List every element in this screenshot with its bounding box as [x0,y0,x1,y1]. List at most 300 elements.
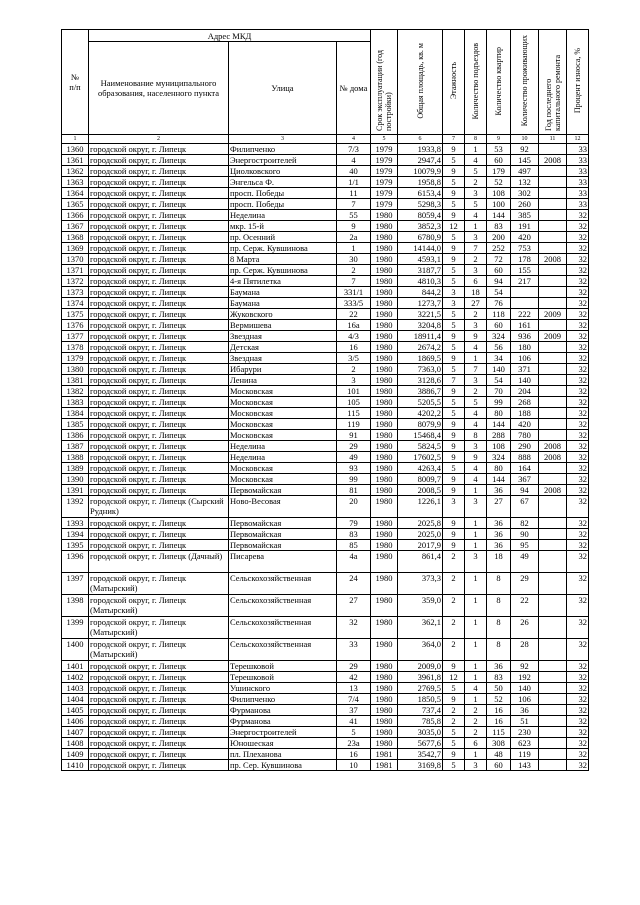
wear-cell: 32 [567,760,589,771]
year-cell: 1980 [371,551,398,573]
table-row [62,749,589,760]
table-row [62,419,589,430]
house-cell: 331/1 [337,287,371,298]
entrances-cell: 3 [465,265,487,276]
year-cell: 1979 [371,199,398,210]
repair-year-cell [539,287,567,298]
municipality-cell: городской округ, г. Липецк [89,694,229,705]
residents-cell: 106 [511,694,539,705]
year-cell: 1980 [371,716,398,727]
apartments-cell: 83 [487,672,511,683]
house-cell: 23а [337,738,371,749]
house-cell: 16а [337,320,371,331]
wear-cell: 32 [567,331,589,342]
year-cell: 1980 [371,397,398,408]
house-cell: 85 [337,540,371,551]
area-cell: 3169,8 [398,760,443,771]
area-cell: 4263,4 [398,463,443,474]
street-cell: Циолковского [229,166,337,177]
entrances-cell: 2 [465,309,487,320]
floors-cell: 5 [443,155,465,166]
row-num: 1391 [62,485,89,496]
house-cell: 7 [337,199,371,210]
residents-cell: 497 [511,166,539,177]
row-num: 1398 [62,595,89,617]
municipality-cell: городской округ, г. Липецк [89,661,229,672]
row-num: 1364 [62,188,89,199]
house-cell: 30 [337,254,371,265]
floors-cell: 5 [443,232,465,243]
apartments-cell: 60 [487,760,511,771]
table-row [62,518,589,529]
street-cell: Детская [229,342,337,353]
floors-cell: 5 [443,760,465,771]
row-num: 1385 [62,419,89,430]
entrances-cell: 6 [465,276,487,287]
residents-cell: 67 [511,496,539,518]
entrances-cell: 1 [465,661,487,672]
entrances-cell: 2 [465,386,487,397]
street-cell: Писарева [229,551,337,573]
apartments-cell: 34 [487,353,511,364]
municipality-cell: городской округ, г. Липецк [89,353,229,364]
wear-cell: 32 [567,694,589,705]
residents-cell: 302 [511,188,539,199]
column-number-row [62,135,589,144]
house-cell: 24 [337,573,371,595]
row-num: 1381 [62,375,89,386]
entrances-cell: 3 [465,760,487,771]
table-row [62,243,589,254]
residents-cell: 36 [511,705,539,716]
area-cell: 3128,6 [398,375,443,386]
municipality-cell: городской округ, г. Липецк [89,320,229,331]
area-cell: 6780,9 [398,232,443,243]
row-num: 1404 [62,694,89,705]
row-num: 1387 [62,441,89,452]
house-cell: 5 [337,727,371,738]
year-cell: 1980 [371,496,398,518]
wear-cell: 32 [567,430,589,441]
wear-cell: 32 [567,683,589,694]
street-cell: просп. Победы [229,188,337,199]
year-cell: 1980 [371,375,398,386]
area-cell: 17602,5 [398,452,443,463]
apartments-cell: 54 [487,287,511,298]
house-cell: 4 [337,155,371,166]
table-row [62,672,589,683]
floors-cell: 9 [443,166,465,177]
row-num: 1410 [62,760,89,771]
area-cell: 3886,7 [398,386,443,397]
wear-cell: 33 [567,144,589,155]
area-cell: 861,4 [398,551,443,573]
apartments-cell: 52 [487,177,511,188]
year-cell: 1980 [371,727,398,738]
floors-cell: 2 [443,551,465,573]
floors-cell: 9 [443,452,465,463]
house-cell: 115 [337,408,371,419]
apartments-cell: 108 [487,188,511,199]
repair-year-cell [539,683,567,694]
floors-cell: 5 [443,177,465,188]
residents-cell: 155 [511,265,539,276]
entrances-cell: 1 [465,749,487,760]
residents-cell: 140 [511,683,539,694]
residents-cell: 82 [511,518,539,529]
column-number: 1 [62,135,89,144]
area-cell: 6153,4 [398,188,443,199]
repair-year-cell: 2009 [539,309,567,320]
year-cell: 1980 [371,309,398,320]
street-cell: Сельскохозяйственная [229,617,337,639]
wear-cell: 32 [567,419,589,430]
house-cell: 29 [337,441,371,452]
repair-year-cell [539,188,567,199]
wear-cell: 32 [567,353,589,364]
apartments-cell: 48 [487,749,511,760]
column-number: 12 [567,135,589,144]
repair-year-cell [539,540,567,551]
repair-year-cell [539,749,567,760]
header-entrances: Количество подъездов [465,30,487,135]
entrances-cell: 1 [465,144,487,155]
repair-year-cell [539,353,567,364]
column-number: 10 [511,135,539,144]
wear-cell: 32 [567,386,589,397]
municipality-cell: городской округ, г. Липецк [89,463,229,474]
floors-cell: 9 [443,353,465,364]
table-row [62,474,589,485]
floors-cell: 9 [443,144,465,155]
year-cell: 1980 [371,331,398,342]
repair-year-cell [539,727,567,738]
entrances-cell: 7 [465,243,487,254]
street-cell: просп. Победы [229,199,337,210]
year-cell: 1980 [371,276,398,287]
house-cell: 37 [337,705,371,716]
row-num: 1386 [62,430,89,441]
wear-cell: 32 [567,551,589,573]
house-cell: 3/5 [337,353,371,364]
residents-cell: 936 [511,331,539,342]
floors-cell: 5 [443,683,465,694]
apartments-cell: 16 [487,705,511,716]
area-cell: 737,4 [398,705,443,716]
apartments-cell: 80 [487,463,511,474]
repair-year-cell [539,386,567,397]
table-row [62,617,589,639]
municipality-cell: городской округ, г. Липецк [89,177,229,188]
municipality-cell: городской округ, г. Липецк (Матырский) [89,639,229,661]
entrances-cell: 3 [465,375,487,386]
floors-cell: 3 [443,496,465,518]
table-row [62,694,589,705]
year-cell: 1980 [371,694,398,705]
area-cell: 844,2 [398,287,443,298]
year-cell: 1980 [371,408,398,419]
repair-year-cell [539,320,567,331]
entrances-cell: 4 [465,408,487,419]
year-cell: 1980 [371,298,398,309]
header-area: Общая площадь, кв. м [398,30,443,135]
municipality-cell: городской округ, г. Липецк [89,375,229,386]
table-row [62,595,589,617]
table-row [62,639,589,661]
residents-cell [511,298,539,309]
residents-cell: 222 [511,309,539,320]
year-cell: 1980 [371,342,398,353]
area-cell: 4593,1 [398,254,443,265]
municipality-cell: городской округ, г. Липецк [89,166,229,177]
house-cell: 119 [337,419,371,430]
entrances-cell: 1 [465,672,487,683]
floors-cell: 5 [443,364,465,375]
entrances-cell: 3 [465,551,487,573]
repair-year-cell [539,672,567,683]
row-num: 1374 [62,298,89,309]
residents-cell: 260 [511,199,539,210]
apartments-cell: 8 [487,617,511,639]
year-cell: 1979 [371,177,398,188]
street-cell: Терешковой [229,672,337,683]
wear-cell: 32 [567,617,589,639]
column-number: 2 [89,135,229,144]
table-row [62,232,589,243]
street-cell: Московская [229,386,337,397]
residents-cell: 28 [511,639,539,661]
municipality-cell: городской округ, г. Липецк [89,232,229,243]
apartments-cell: 60 [487,155,511,166]
house-cell: 81 [337,485,371,496]
table-row [62,452,589,463]
row-num: 1409 [62,749,89,760]
row-num: 1361 [62,155,89,166]
wear-cell: 32 [567,287,589,298]
street-cell: Московская [229,463,337,474]
floors-cell: 2 [443,705,465,716]
year-cell: 1980 [371,463,398,474]
residents-cell: 164 [511,463,539,474]
residents-cell: 92 [511,661,539,672]
repair-year-cell [539,210,567,221]
repair-year-cell [539,551,567,573]
street-cell: Ушинского [229,683,337,694]
floors-cell: 9 [443,518,465,529]
entrances-cell: 8 [465,430,487,441]
street-cell: Филипченко [229,144,337,155]
floors-cell: 5 [443,727,465,738]
street-cell: Неделина [229,210,337,221]
street-cell: Жуковского [229,309,337,320]
wear-cell: 32 [567,364,589,375]
column-number: 6 [398,135,443,144]
floors-cell: 9 [443,485,465,496]
wear-cell: 32 [567,342,589,353]
year-cell: 1980 [371,320,398,331]
street-cell: Сельскохозяйственная [229,595,337,617]
year-cell: 1980 [371,452,398,463]
header-last-repair: Год последнего капитального ремонта [539,30,567,135]
floors-cell: 5 [443,199,465,210]
year-cell: 1980 [371,573,398,595]
year-cell: 1980 [371,353,398,364]
wear-cell: 33 [567,166,589,177]
year-cell: 1980 [371,705,398,716]
apartments-cell: 36 [487,661,511,672]
house-cell: 3 [337,375,371,386]
year-cell: 1980 [371,518,398,529]
table-row [62,573,589,595]
municipality-cell: городской округ, г. Липецк [89,518,229,529]
entrances-cell: 1 [465,639,487,661]
street-cell: Первомайская [229,529,337,540]
entrances-cell: 18 [465,287,487,298]
floors-cell: 9 [443,474,465,485]
municipality-cell: городской округ, г. Липецк [89,331,229,342]
wear-cell: 32 [567,232,589,243]
repair-year-cell [539,397,567,408]
floors-cell: 5 [443,309,465,320]
wear-cell: 33 [567,199,589,210]
wear-cell: 32 [567,221,589,232]
repair-year-cell [539,221,567,232]
wear-cell: 33 [567,177,589,188]
repair-year-cell [539,364,567,375]
street-cell: мкр. 15-й [229,221,337,232]
entrances-cell: 1 [465,518,487,529]
floors-cell: 9 [443,254,465,265]
residents-cell: 106 [511,353,539,364]
municipality-cell: городской округ, г. Липецк (Матырский) [89,595,229,617]
house-cell: 22 [337,309,371,320]
area-cell: 2947,4 [398,155,443,166]
area-cell: 3187,7 [398,265,443,276]
header-residents: Количество проживающих [511,30,539,135]
wear-cell: 32 [567,463,589,474]
row-num: 1401 [62,661,89,672]
repair-year-cell [539,408,567,419]
residents-cell: 367 [511,474,539,485]
row-num: 1373 [62,287,89,298]
entrances-cell: 2 [465,727,487,738]
residents-cell: 371 [511,364,539,375]
floors-cell: 9 [443,441,465,452]
municipality-cell: городской округ, г. Липецк [89,386,229,397]
row-num: 1399 [62,617,89,639]
street-cell: Звездная [229,353,337,364]
wear-cell: 32 [567,749,589,760]
table-row [62,430,589,441]
municipality-cell: городской округ, г. Липецк [89,430,229,441]
row-num: 1400 [62,639,89,661]
row-num: 1406 [62,716,89,727]
row-num: 1376 [62,320,89,331]
municipality-cell: городской округ, г. Липецк [89,210,229,221]
table-row [62,540,589,551]
area-cell: 362,1 [398,617,443,639]
house-cell: 99 [337,474,371,485]
entrances-cell: 1 [465,353,487,364]
street-cell: Первомайская [229,540,337,551]
residents-cell: 420 [511,419,539,430]
table-row [62,309,589,320]
street-cell: Сельскохозяйственная [229,639,337,661]
house-cell: 32 [337,617,371,639]
area-cell: 3961,8 [398,672,443,683]
repair-year-cell: 2008 [539,452,567,463]
street-cell: 8 Марта [229,254,337,265]
residents-cell: 385 [511,210,539,221]
entrances-cell: 4 [465,419,487,430]
entrances-cell: 1 [465,595,487,617]
row-num: 1394 [62,529,89,540]
apartments-cell: 16 [487,716,511,727]
table-row [62,463,589,474]
wear-cell: 32 [567,672,589,683]
area-cell: 364,0 [398,639,443,661]
apartments-cell: 144 [487,419,511,430]
municipality-cell: городской округ, г. Липецк [89,221,229,232]
street-cell: пр. Серж. Кувшинова [229,265,337,276]
municipality-cell: городской округ, г. Липецк [89,144,229,155]
year-cell: 1980 [371,540,398,551]
repair-year-cell [539,639,567,661]
wear-cell: 32 [567,210,589,221]
area-cell: 2025,0 [398,529,443,540]
row-num: 1370 [62,254,89,265]
municipality-cell: городской округ, г. Липецк [89,287,229,298]
municipality-cell: городской округ, г. Липецк [89,540,229,551]
row-num: 1372 [62,276,89,287]
repair-year-cell [539,661,567,672]
table-row [62,375,589,386]
wear-cell: 32 [567,265,589,276]
street-cell: Фурманова [229,705,337,716]
area-cell: 8059,4 [398,210,443,221]
column-number: 4 [337,135,371,144]
repair-year-cell [539,496,567,518]
entrances-cell: 2 [465,705,487,716]
floors-cell: 7 [443,375,465,386]
street-cell: Московская [229,474,337,485]
area-cell: 2674,2 [398,342,443,353]
house-cell: 7 [337,276,371,287]
house-cell: 2 [337,265,371,276]
area-cell: 2025,8 [398,518,443,529]
year-cell: 1980 [371,221,398,232]
year-cell: 1980 [371,364,398,375]
wear-cell: 32 [567,375,589,386]
header-year: Срок эксплуатации (год постройки) [371,30,398,135]
table-row [62,408,589,419]
area-cell: 10079,9 [398,166,443,177]
street-cell: Баумана [229,287,337,298]
house-cell: 11 [337,188,371,199]
year-cell: 1980 [371,232,398,243]
residents-cell: 180 [511,342,539,353]
wear-cell: 32 [567,485,589,496]
house-cell: 16 [337,749,371,760]
row-num: 1390 [62,474,89,485]
area-cell: 5677,6 [398,738,443,749]
entrances-cell: 2 [465,716,487,727]
area-cell: 5824,5 [398,441,443,452]
area-cell: 359,0 [398,595,443,617]
apartments-cell: 83 [487,221,511,232]
repair-year-cell [539,738,567,749]
apartments-cell: 288 [487,430,511,441]
